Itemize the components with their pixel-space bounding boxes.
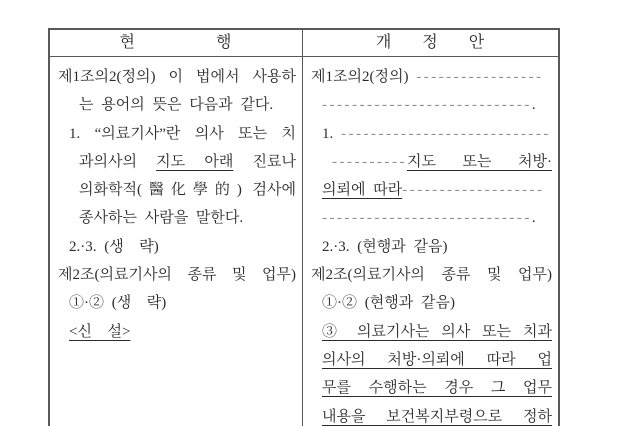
text-segment: 1. “의료기사”란 의사 또는 치 (69, 125, 296, 142)
amendment-law-line (311, 374, 552, 402)
current-law-line (58, 204, 296, 232)
amendment-law-line (311, 318, 552, 346)
text-segment: 제1조의2(정의) 이 법에서 사용하 (58, 69, 296, 85)
current-law-line (58, 261, 296, 289)
amendment-law-line (311, 63, 552, 91)
text-segment: 제2조(의료기사의 종류 및 업무) (58, 267, 296, 284)
header-current: 현 행 (50, 30, 303, 56)
current-law-line (58, 233, 296, 261)
underlined-text-segment: 무를 수행하는 경우 그 업무 (322, 380, 552, 397)
current-law-line (58, 289, 296, 317)
text-segment: 의화학적(醫化學的) 검사에 (79, 182, 296, 199)
text-segment: . (531, 97, 536, 114)
underlined-text-segment: 의사의 처방·의뢰에 따라 업 (322, 351, 552, 368)
current-law-line (58, 318, 296, 346)
text-segment: 제2조(의료기사의 종류 및 업무) (311, 267, 552, 284)
amendment-law-line (311, 261, 552, 289)
ellipsis-dashes: ------------------- (402, 182, 545, 199)
text-segment: 진료나 (233, 153, 296, 170)
text-segment: 제1조의2(정의) (311, 69, 417, 85)
amendment-law-line (311, 204, 552, 232)
table-header-row (50, 30, 558, 57)
current-law-line (58, 120, 296, 148)
amendment-law-line (311, 120, 552, 148)
table-body-row (50, 57, 558, 426)
amendment-law-line (311, 176, 552, 204)
underlined-text-segment: 의뢰에 따라 (322, 182, 403, 199)
ellipsis-dashes: ----------------- (416, 69, 544, 85)
amendment-law-line (311, 148, 552, 176)
current-law-line (58, 63, 296, 91)
ellipsis-dashes: ---------------------------- (322, 210, 532, 227)
current-column (50, 57, 303, 426)
amendment-law-line (311, 289, 552, 317)
underlined-text-segment: 내용을 보건복지부령으로 정하 (322, 408, 552, 425)
text-segment: 는 용어의 뜻은 다음과 같다. (79, 97, 274, 114)
text-segment: 종사하는 사람을 말한다. (79, 210, 244, 227)
underlined-text-segment: 지도 아래 (156, 153, 234, 170)
underlined-text-segment: ③ 의료기사는 의사 또는 치과 (322, 323, 552, 340)
text-segment: ①·② (생 략) (69, 295, 167, 312)
ellipsis-dashes: ---------------------------- (322, 97, 532, 114)
text-segment: 1. (322, 125, 341, 142)
amendment-law-line (311, 233, 552, 261)
underlined-text-segment: 지도 또는 처방· (406, 153, 552, 170)
amendment-column (303, 57, 558, 426)
header-amendment: 개 정 안 (375, 34, 486, 51)
amendment-law-line (311, 403, 552, 426)
text-segment: ①·② (현행과 같음) (322, 295, 455, 312)
current-law-line (58, 91, 296, 119)
ellipsis-dashes: ---------------------------- (341, 125, 551, 142)
amendment-law-line (311, 91, 552, 119)
text-segment: 과의사의 (79, 153, 157, 170)
current-law-line (58, 176, 296, 204)
text-segment: 2.·3. (생 략) (69, 238, 159, 255)
current-law-line (58, 148, 296, 176)
law-comparison-table (48, 28, 560, 426)
underlined-text-segment: <신 설> (69, 323, 131, 340)
text-segment: 2.·3. (현행과 같음) (322, 238, 448, 255)
amendment-law-line (311, 346, 552, 374)
text-segment: . (531, 210, 536, 227)
ellipsis-dashes: ---------- (332, 153, 407, 170)
